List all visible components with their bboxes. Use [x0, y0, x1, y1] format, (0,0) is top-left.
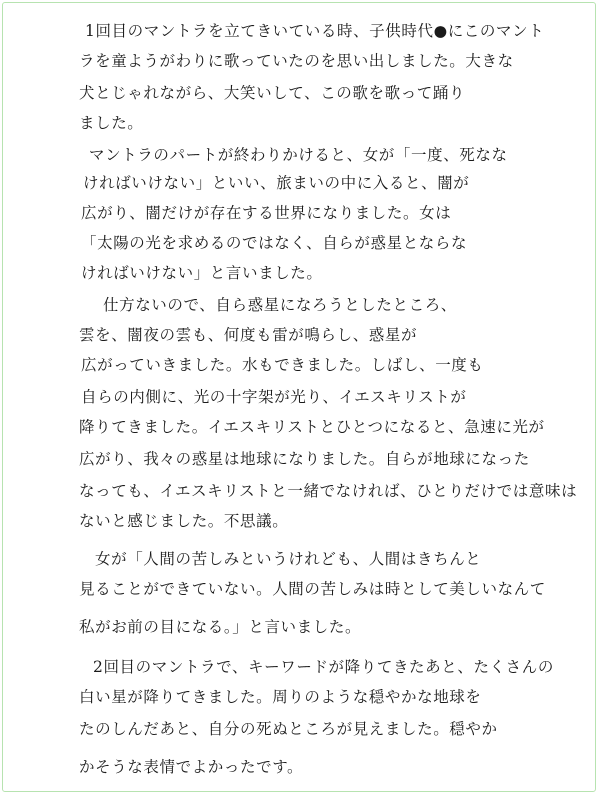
text-line: ないと感じました。不思議。 — [79, 512, 289, 530]
handwritten-page — [2, 2, 596, 792]
text-line: 広がり、闇だけが存在する世界になりました。女は — [81, 204, 452, 222]
text-line: 1回目のマントラを立てきいている時、子供時代●にこのマント — [85, 22, 545, 40]
text-line: 見ることができていない。人間の苦しみは時として美しいなんて — [79, 580, 546, 598]
text-line: 女が「人間の苦しみというけれども、人間はきちんと — [95, 550, 482, 568]
manuscript-text — [3, 3, 595, 791]
text-line: 私がお前の目になる。」と言いました。 — [79, 618, 362, 636]
text-line: 犬とじゃれながら、大笑いして、この歌を歌って踊り — [79, 84, 466, 102]
text-line: ければいけない」と言いました。 — [81, 264, 323, 282]
text-line: ラを童ようがわりに歌っていたのを思い出しました。大きな — [79, 52, 514, 70]
text-line: 白い星が降りてきました。周りのような穏やかな地球を — [79, 688, 482, 706]
text-line: 雲を、闇夜の雲も、何度も雷が鳴らし、惑星が — [79, 326, 418, 344]
text-line: ければいけない」といい、旅まいの中に入ると、闇が — [83, 174, 470, 192]
text-line: 広がっていきました。水もできました。しばし、一度も — [81, 356, 484, 374]
text-line: 自らの内側に、光の十字架が光り、イエスキリストが — [81, 388, 467, 406]
text-line: 2回目のマントラで、キーワードが降りてきたあと、たくさんの — [93, 658, 554, 676]
text-line: かそうな表情でよかったです。 — [79, 758, 304, 776]
text-line: ました。 — [79, 114, 144, 132]
text-line: なっても、イエスキリストと一緒でなければ、ひとりだけでは意味は — [79, 482, 578, 500]
text-line: たのしんだあと、自分の死ぬところが見えました。穏やか — [79, 720, 498, 738]
text-line: 仕方ないので、自ら惑星になろうとしたところ、 — [103, 296, 457, 314]
text-line: 降りてきました。イエスキリストとひとつになると、急速に光が — [79, 418, 545, 436]
text-line: 「太陽の光を求めるのではなく、自らが惑星とならな — [81, 234, 468, 252]
text-line: マントラのパートが終わりかけると、女が「一度、死なな — [89, 146, 508, 164]
text-line: 広がり、我々の惑星は地球になりました。自らが地球になった — [79, 450, 530, 468]
